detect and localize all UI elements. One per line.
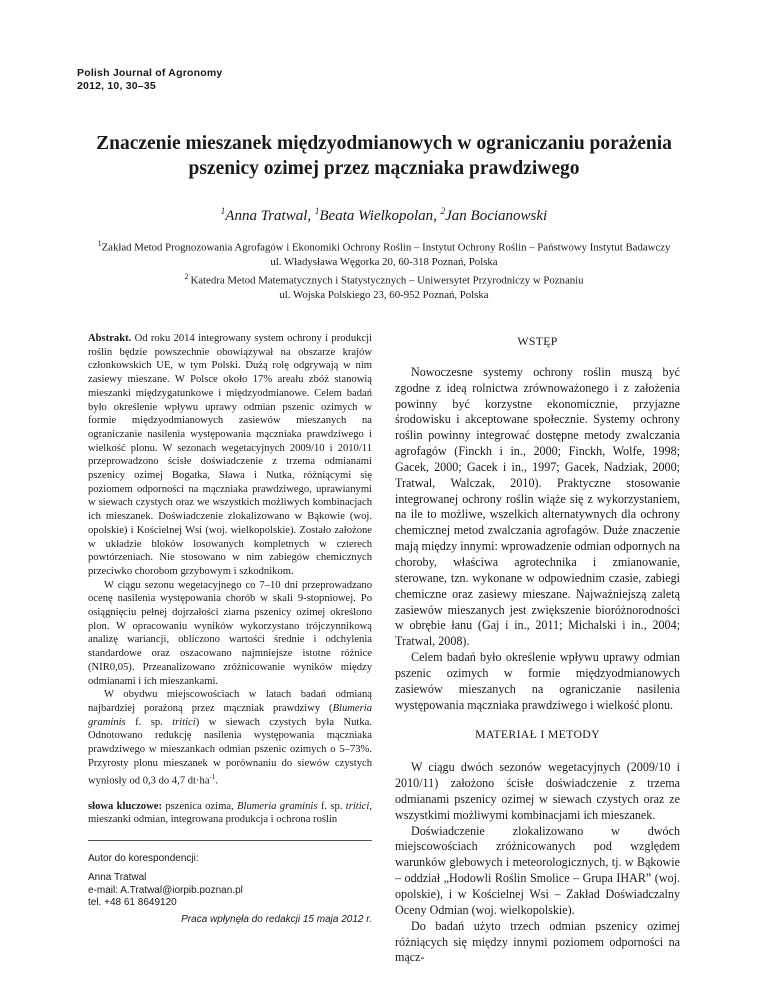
keywords-text-2: f. sp. bbox=[317, 800, 346, 812]
unit-superscript: -1 bbox=[209, 772, 216, 781]
title-line-1: Znaczenie mieszanek międzyodmianowych w ograniczaniu porażenia bbox=[96, 133, 672, 154]
methods-paragraph-3: Do badań użyto trzech odmian pszenicy ozimej różniących się między innymi poziomem odporności na mącz- bbox=[395, 918, 680, 965]
title-line-2: pszenicy ozimej przez mączniaka prawdziwego bbox=[188, 158, 580, 179]
species-name: Blumeria graminis bbox=[88, 702, 372, 728]
affiliation-1 bbox=[50, 237, 718, 255]
journal-issue: 2012, 10, 30–35 bbox=[77, 80, 156, 92]
section-heading-methods: MATERIAŁ I METODY bbox=[475, 727, 600, 742]
affiliation-2 bbox=[50, 270, 718, 288]
affiliation-1-mark: 1 bbox=[97, 239, 102, 248]
authors bbox=[60, 202, 708, 225]
abstract-paragraph-3 bbox=[88, 688, 372, 787]
abstract-text-3a: W obydwu miejscowościach w latach badań odmianą najbardziej porażoną przez mączniak prawdziwy ( bbox=[88, 689, 372, 714]
journal-header bbox=[77, 67, 222, 93]
forma-name: tritici bbox=[172, 716, 196, 728]
affiliations bbox=[50, 237, 718, 303]
correspondence-name: Anna Tratwal bbox=[88, 872, 147, 884]
affiliation-2-address: ul. Wojska Polskiego 23, 60-952 Poznań, Polska bbox=[279, 288, 489, 301]
methods-paragraph-2: Doświadczenie zlokalizowano w dwóch miejscowościach zróżnicowanych pod względem warunków glebowych i meteorologicznych, tj. w Bąkowie – oddział „Hodowli Roślin Smolice – Grupa IHAR” (woj. opolskie), i w Kościelnej Wsi – Zakład Doświadczalny Oceny Odmian (woj. wielkopolskie). bbox=[395, 823, 680, 917]
keywords-text-1: pszenica ozima, bbox=[161, 800, 238, 812]
keywords bbox=[88, 800, 372, 827]
keywords-label: słowa kluczowe: bbox=[88, 800, 162, 812]
intro-paragraph-1: Nowoczesne systemy ochrony roślin muszą być zgodne z ideą rolnictwa zrównoważonego i z założenia powinny być korzystne ekonomicznie, przyjazne środowisku i akceptowane społecznie. Systemy ochrony roślin powinny integrować dostępne metody zwalczania agrofagów (Finckh i in., 2000; Finckh, Wolfe, 1998; Gacek, 2000; Gacek i in., 1997; Gacek, Nadziak, 2000; Tratwal, Walczak, 2010). Praktyczne stosowanie integrowanej ochrony roślin wiąże się z wykorzystaniem, na ile to możliwe, wszelkich alternatywnych dla ochrony chemicznej metod zwalczania agrofagów. Duże znaczenie mają między innymi: wprowadzenie odmian odpornych na choroby, właściwa agrotechnika i zmianowanie, sterowane, tzn. wykonane w odpowiednim czasie, zabiegi chemiczne oraz zasiewy mieszane. Najważniejszą zaletą zasiewów mieszanych jest zwiększenie bioróżnorodności w obrębie łanu (Gaj i in., 2011; Michalski i in., 2004; Tratwal, 2008). bbox=[395, 364, 680, 649]
author-3-affil-mark: 2 bbox=[440, 206, 446, 216]
received-date: Praca wpłynęła do redakcji 15 maja 2012 r. bbox=[181, 913, 372, 925]
journal-name: Polish Journal of Agronomy bbox=[77, 67, 223, 79]
abstract-text-3b: f. sp. bbox=[125, 716, 173, 728]
abstract-text-end: . bbox=[215, 775, 219, 787]
section-heading-intro: WSTĘP bbox=[517, 334, 558, 348]
keywords-species: Blumeria graminis bbox=[237, 800, 318, 812]
keywords-text-3: , mieszanki odmian, integrowana produkcja i ochrona roślin bbox=[88, 800, 372, 826]
author-2-affil-mark: 1 bbox=[314, 206, 320, 216]
keywords-forma: tritici bbox=[345, 800, 370, 812]
author-1: Anna Tratwal, bbox=[225, 208, 315, 224]
abstract-paragraph-2: W ciągu sezonu wegetacyjnego co 7–10 dni przeprowadzano ocenę nasilenia występowania chorób w skali 9-stopniowej. Po osiągnięciu pełnej dojrzałości ziarna pszenicy ozimej określono plon. W opracowaniu wyników wykorzystano trójczynnikową analizę wariancji, obliczono wartości średnie i odchylenia standardowe oraz oszacowano najmniejsze istotne różnice (NIR0,05). Przeanalizowano zróżnicowanie wyników między odmianami i ich mieszankami. bbox=[88, 579, 372, 687]
left-column bbox=[88, 332, 372, 927]
abstract-paragraph-1 bbox=[88, 332, 372, 579]
author-3: Jan Bocianowski bbox=[445, 208, 548, 224]
affiliation-2-mark: 2 bbox=[184, 271, 191, 281]
correspondence-block bbox=[88, 853, 372, 909]
affiliation-1-text: Zakład Metod Prognozowania Agrofagów i Ekonomiki Ochrony Roślin – Instytut Ochrony Roślin – Państwowy Instytut Badawczy bbox=[101, 241, 671, 254]
correspondence-email[interactable]: e-mail: A.Tratwal@iorpib.poznan.pl bbox=[88, 884, 243, 896]
affiliation-2-text: Katedra Metod Matematycznych i Statystycznych – Uniwersytet Przyrodniczy w Poznaniu bbox=[190, 274, 584, 287]
article-title bbox=[60, 131, 708, 181]
intro-paragraph-2: Celem badań było określenie wpływu uprawy odmian pszenic ozimych w formie międzyodmianowych zasiewów mieszanych na ograniczanie nasilenia występowania mączniaka prawdziwego i wielkość plonu. bbox=[395, 650, 680, 712]
correspondence-phone: tel. +48 61 8649120 bbox=[88, 896, 177, 908]
divider bbox=[88, 840, 372, 841]
correspondence-label: Autor do korespondencji: bbox=[88, 853, 199, 865]
abstract-label: Abstrakt. bbox=[88, 333, 132, 344]
author-1-affil-mark: 1 bbox=[220, 206, 226, 216]
right-column bbox=[395, 334, 680, 966]
author-2: Beata Wielkopolan, bbox=[319, 208, 441, 224]
methods-paragraph-1: W ciągu dwóch sezonów wegetacyjnych (2009/10 i 2010/11) założono ścisłe doświadczenie z trzema odmianami pszenicy ozimej w siewach czystych oraz ze wszystkimi możliwymi kombinacjami ich mieszanek. bbox=[395, 760, 680, 822]
affiliation-1-address: ul. Władysława Węgorka 20, 60-318 Poznań, Polska bbox=[270, 256, 498, 269]
abstract-text-1: Od roku 2014 integrowany system ochrony i produkcji roślin będzie powszechnie obowiązywał na obszarze krajów członkowskich UE, w tym Polski. Dużą rolę odgrywają w nim zasiewy mieszane. W Polsce około 17% areału zbóż stanowią mieszanki międzygatunkowe i międzyodmianowe. Celem badań było określenie wpływu uprawy odmian pszenic ozimych w formie międzyodmianowych zasiewów mieszanych na ograniczanie nasilenia występowania mączniaka prawdziwego i wielkość plonu. W sezonach wegetacyjnych 2009/10 i 2010/11 przeprowadzono ścisłe doświadczenie z trzema odmianami pszenicy ozimej Bogatka, Sława i Nutka, różniącymi się poziomem odporności na mączniaka prawdziwego, uprawianymi w siewach czystych oraz we wszystkich możliwych kombinacjach ich mieszanek. Doświadczenie zlokalizowano w Bąkowie (woj. opolskie) i Kościelnej Wsi (woj. wielkopolskie). Zostało założone w układzie bloków losowanych kompletnych w czterech powtórzeniach. Nie stosowano w nim zabiegów chemicznych przeciwko chorobom grzybowym i szkodnikom. bbox=[88, 333, 373, 577]
abstract-text-3c: ) w siewach czystych była Nutka. Odnotowano redukcję nasilenia występowania mączniaka prawdziwego w mieszankach odmian pszenic ozimych o 5–73%. Przyrosty plonu mieszanek w porównaniu do siewów czystych wyniosły od 0,3 do 4,7 dt·ha bbox=[88, 716, 372, 787]
